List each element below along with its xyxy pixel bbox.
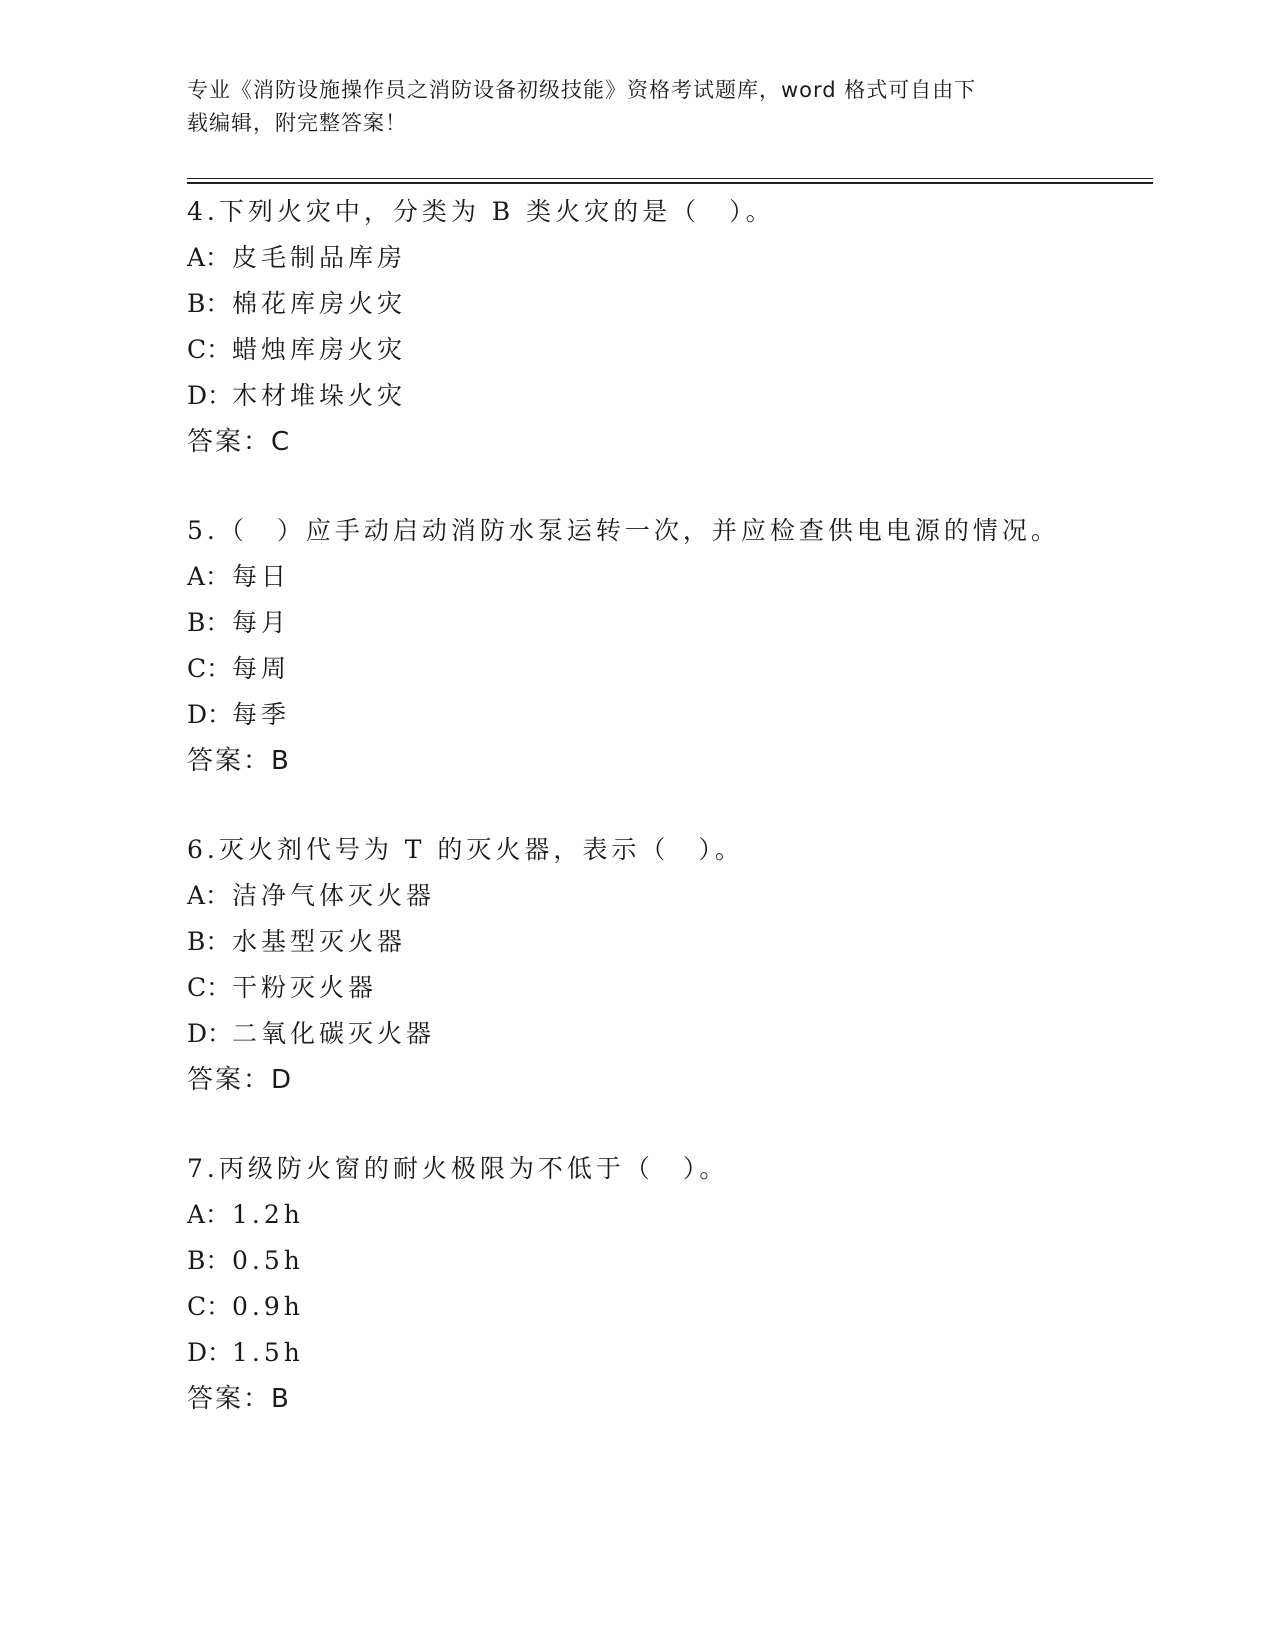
- option-key: D：: [187, 381, 233, 410]
- option-key: A：: [187, 881, 231, 910]
- header-divider-top: [187, 178, 1153, 179]
- option-key: C：: [187, 335, 232, 364]
- option-b: [187, 281, 1153, 327]
- question-7: [187, 1146, 1153, 1422]
- option-a: [187, 235, 1153, 281]
- option-c: [187, 327, 1153, 373]
- option-b: [187, 600, 1153, 646]
- option-text: 水基型灭火器: [232, 927, 407, 956]
- answer: 答案：B: [187, 1384, 291, 1414]
- option-key: B：: [187, 289, 231, 318]
- option-c: [187, 1284, 1153, 1330]
- option-key: A：: [187, 243, 231, 272]
- question-6: [187, 827, 1153, 1103]
- option-key: D：: [187, 1019, 233, 1048]
- option-key: B：: [187, 927, 231, 956]
- option-key: A：: [187, 1200, 231, 1229]
- document-header: [187, 74, 1077, 140]
- option-key: B：: [187, 1246, 231, 1275]
- header-line-1: 专业《消防设施操作员之消防设备初级技能》资格考试题库，word 格式可自由下: [187, 78, 977, 102]
- option-text: 洁净气体灭火器: [232, 881, 436, 910]
- option-text: 每季: [232, 700, 291, 729]
- option-text: 每周: [232, 654, 291, 683]
- option-c: [187, 965, 1153, 1011]
- option-d: [187, 692, 1153, 738]
- option-text: 二氧化碳灭火器: [232, 1019, 436, 1048]
- option-text: 木材堆垛火灾: [232, 381, 407, 410]
- option-c: [187, 646, 1153, 692]
- question-4: [187, 189, 1153, 465]
- option-text: 皮毛制品库房: [232, 243, 407, 272]
- option-key: A：: [187, 562, 231, 591]
- option-text: 1.5h: [232, 1338, 304, 1367]
- option-key: D：: [187, 1338, 233, 1367]
- option-text: 0.5h: [232, 1246, 304, 1275]
- option-text: 每月: [232, 608, 291, 637]
- question-title: 4.下列火灾中，分类为 B 类火灾的是（ ）。: [187, 197, 775, 226]
- option-text: 每日: [232, 562, 291, 591]
- option-b: [187, 919, 1153, 965]
- option-b: [187, 1238, 1153, 1284]
- answer: 答案：B: [187, 746, 291, 776]
- answer: 答案：D: [187, 1065, 294, 1095]
- question-title: 6.灭火剂代号为 T 的灭火器，表示（ ）。: [187, 835, 744, 864]
- option-d: [187, 1330, 1153, 1376]
- option-a: [187, 873, 1153, 919]
- question-5: [187, 508, 1153, 784]
- option-d: [187, 1011, 1153, 1057]
- option-d: [187, 373, 1153, 419]
- option-key: C：: [187, 654, 232, 683]
- option-text: 干粉灭火器: [232, 973, 378, 1002]
- option-text: 1.2h: [232, 1200, 304, 1229]
- option-text: 0.9h: [232, 1292, 304, 1321]
- option-key: B：: [187, 608, 231, 637]
- header-line-2: 载编辑，附完整答案！: [187, 111, 407, 135]
- option-key: D：: [187, 700, 233, 729]
- header-divider-bottom: [187, 182, 1153, 184]
- answer: 答案：C: [187, 427, 292, 457]
- question-title: 7.丙级防火窗的耐火极限为不低于（ ）。: [187, 1154, 729, 1183]
- option-text: 蜡烛库房火灾: [232, 335, 407, 364]
- option-key: C：: [187, 973, 232, 1002]
- option-a: [187, 554, 1153, 600]
- question-title: 5.（ ）应手动启动消防水泵运转一次，并应检查供电电源的情况。: [187, 516, 1060, 545]
- option-key: C：: [187, 1292, 232, 1321]
- option-a: [187, 1192, 1153, 1238]
- option-text: 棉花库房火灾: [232, 289, 407, 318]
